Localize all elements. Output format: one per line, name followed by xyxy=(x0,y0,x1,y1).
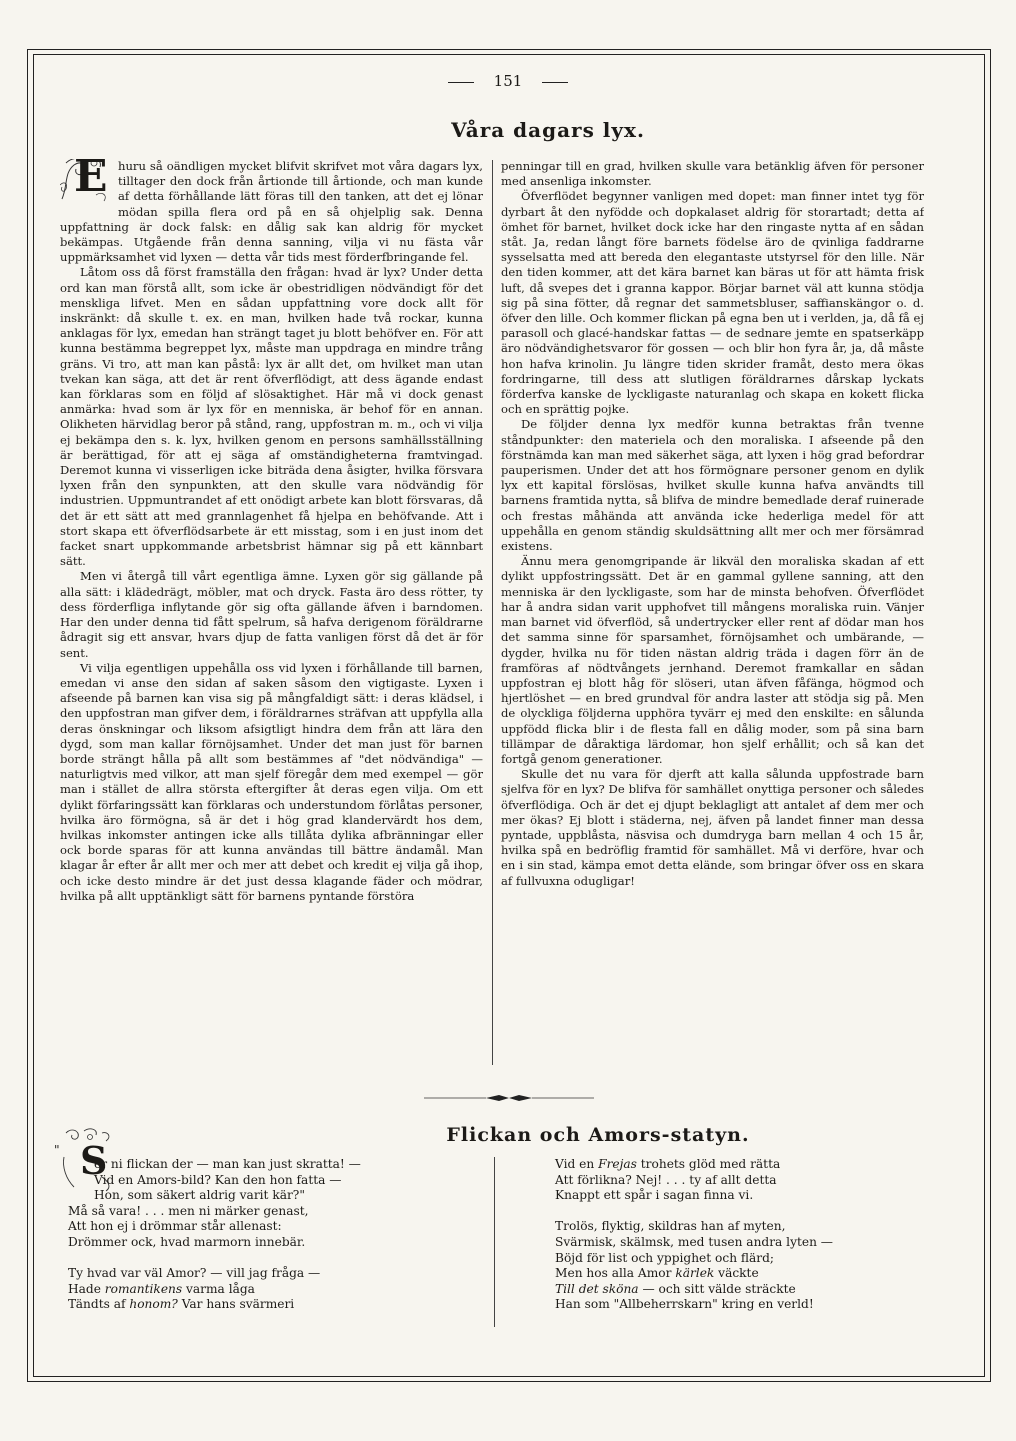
poem-line xyxy=(555,1157,955,1173)
paragraph: penningar till en grad, hvilken skulle vara betänklig äfven för personer med ansenliga inkomster. xyxy=(501,159,924,189)
poem-text: — och sitt välde sträckte xyxy=(638,1281,796,1296)
poem-text: Vid en xyxy=(555,1157,599,1171)
poem-line: Vid en Amors-bild? Kan den hon fatta — xyxy=(94,1172,342,1187)
paragraph: Vi vilja egentligen uppehålla oss vid lyxen i förhållande till barnen, emedan vi anse den sidan af saken såsom den vigtigaste. Lyxen i afseende på barnen kan visa sig på mångfaldigt sätt: i deras klädsel, i den uppfostran man gifver dem, i föräldrarnes sträfvan att uppfylla alla deras önskningar och liksom afsigtligt hindra dem från att lära den dygd, som man kallar förnöjsamhet. Under det man just för barnen borde strängt hålla på allt som bestämmes af "det nödvändiga" — naturligtvis med vilkor, att man sjelf föregår dem med exempel — gör man i stället de allra största eftergifter åt deras egen vilja. Om ett dylikt förfaringssätt kan förklaras och understundom förlåtas personer, hvilka äro förmögna, så är det i hög grad klandervärdt hos dem, hvilkas inkomster antingen icke alls tillåta dylika afbränningar eller ock borde sparas för att kunna användas till bättre ändamål. Man klagar år efter år allt mer och mer att debet och kredit ej vilja gå ihop, och icke desto mindre är det just dessa klagande fäder och mödrar, hvilka på allt upptänkligt sätt för barnens pyntande förstöra xyxy=(60,660,483,903)
paragraph: Skulle det nu vara för djerft att kalla sålunda uppfostrade barn sjelfva för en lyx? De blifva för samhället onyttiga personer och således öfverflödiga. Och är det ej djupt beklagligt att antalet af dem mer och mer ökas? Ej blott i städerna, nej, äfven på landet finner man dessa pyntade, uppblåsta, näsvisa och dumdryga barn mellan 4 och 15 år, hvilka spå en bedröflig framtid för samhället. Må vi derföre, hvar och en i sin stad, kämpa emot detta elände, som bringar öfver oss en skara af fullvuxna odugligar! xyxy=(501,767,924,888)
poem-left-column xyxy=(54,1143,488,1313)
poem-emphasis: Frejas xyxy=(598,1157,637,1171)
poem-line xyxy=(555,1251,955,1267)
poem-emphasis: romantikens xyxy=(104,1281,183,1296)
paragraph: Ännu mera genomgripande är likväl den moraliska skadan af ett dylikt uppfostringssätt. Det är en gammal gyllene sanning, att den menniska är den lyckligaste, som har de minsta behofven. Öfverflödet har å andra sidan varit upphofvet till mångens moraliska ruin. Vänjer man barnet vid öfverflöd, så undertrycker eller rent af dödar man hos det samma sinne för sparsamhet, förnöjsamhet och umbärande, — dygder, hvilka nu för tiden nästan aldrig träda i dagen förr än de framföras af nödtvångets jernhand. Deremot framkallar en sådan uppfostran ej blott håg för slöseri, utan äfven fåfänga, högmod och hjertlöshet — en bred grundval för andra laster att stödja sig på. Men de olyckliga följderna upphöra tyvärr ej med den enskilte: en sålunda uppfödd flicka blir i de flesta fall en dålig moder, som på sina barn tillämpar de dåraktiga lärdomar, hon sjelf erhållit; och så kan det fortgå genom generationer. xyxy=(501,554,924,766)
poem-line: Att hon ej i drömmar står allenast: xyxy=(68,1219,282,1234)
opening-quote: " xyxy=(54,1143,60,1157)
poem-line xyxy=(555,1173,955,1189)
poem-emphasis: Till det sköna xyxy=(555,1281,639,1296)
column-divider xyxy=(492,160,493,1065)
poem-line xyxy=(555,1282,955,1298)
poem-text: Han som "Allbeherrskarn" kring en verld! xyxy=(555,1297,814,1312)
poem-line xyxy=(555,1219,955,1235)
poem-text: Böjd för list och yppighet och flärd; xyxy=(555,1250,775,1265)
paragraph: Låtom oss då först framställa den frågan: hvad är lyx? Under detta ord kan man förstå allt, som icke är obestridligen nödvändigt för det menskliga lifvet. Men en sådan uppfattning vore dock allt för inskränkt: då skulle t. ex. en man, hvilken hade två rockar, kunna anklagas för lyx, emedan han strängt taget ju blott behöfver en. För att kunna bestämma begreppet lyx, måste man uppdraga en mindre trång gräns. Vi tro, att man kan påstå: lyx är allt det, om hvilket man utan tvekan kan säga, att det är rent öfverflödigt, att dess ägande endast kan förklaras som en följd af slösaktighet. Här må vi dock genast anmärka: hvad som är lyx för en menniska, är behof för en annan. Olikheten härvidlag beror på stånd, rang, uppfostran m. m., och vi vilja ej bekämpa den s. k. lyx, hvilken genom en persons samhällsställning är berättigad, för att ej säga af omständigheterna framtvingad. Deremot kunna vi visserligen icke biträda dena åsigter, hvilka försvara lyxen från den synpunkten, att den skulle vara nödvändig för industrien. Uppmuntrandet af ett onödigt arbete kan blott försvaras, då det är ett sätt att med grannlagenhet få hjelpa en behöfvande. Att i stort skapa ett öfverflödsarbete är ett misstag, som i en just inom det facket snart uppkommande arbetsbrist hämnar sig på ett kännbart sätt. xyxy=(60,265,483,569)
section-separator-icon xyxy=(424,1093,594,1103)
poem-column-divider xyxy=(494,1157,495,1327)
poem-line xyxy=(555,1266,955,1282)
poem-right-column xyxy=(555,1157,955,1313)
page-number xyxy=(0,72,1016,90)
article1-right-column xyxy=(501,159,924,1083)
dropcap-letter: E xyxy=(74,159,108,202)
poem-line xyxy=(555,1188,955,1204)
poem-line: Hon, som säkert aldrig varit kär?" xyxy=(94,1188,305,1203)
poem-line: er ni flickan der — man kan just skratta! — xyxy=(94,1157,361,1171)
paragraph: Öfverflödet begynner vanligen med dopet: man finner intet tyg för dyrbart åt den nyfödde och dopkalaset aldrig för storartadt; detta af ömhet för barnet, hvilket dock icke har den ringaste nytta af en sådan ståt. Ja, redan långt före barnets födelse äro de qvinliga faddrarne sysselsatta med att bereda den elegantaste utstyrsel för den lille. När den tiden kommer, att det kära barnet kan bäras ut för att hämta frisk luft, då svepes det i granna kappor. Börjar barnet väl att kunna stödja sig på sina fötter, då regnar det sammetsbluser, saffianskängor o. d. öfver den lille. Och kommer flickan på egna ben ut i verlden, ja, då få ej parasoll och glacé-handskar fattas — de sednare jemte en spatserkäpp äro nödvändighetsvaror för gossen — och blir hon fyra år, ja, då måste hon hafva krinolin. Ju längre tiden skrider framåt, desto mera ökas fordringarne, till dess att slutligen föräldrarnes dårskap lyckats förderfva kanske de lyckligaste naturanlag och skapa en kokett flicka och en sprättig pojke. xyxy=(501,189,924,417)
article-title-flickan-och-amors-statyn: Flickan och Amors-statyn. xyxy=(446,1124,750,1146)
poem-line xyxy=(68,1297,488,1313)
poem-line: Må så vara! . . . men ni märker genast, xyxy=(68,1203,309,1218)
poem-dropcap-letter: S xyxy=(80,1138,108,1183)
poem-text: väckte xyxy=(714,1266,759,1281)
poem-line xyxy=(68,1266,488,1282)
page-number-text: 151 xyxy=(493,72,523,90)
poem-emphasis: honom? xyxy=(129,1297,178,1312)
poem-text: Var hans svärmeri xyxy=(177,1297,295,1312)
poem-text: Hade xyxy=(68,1281,105,1296)
poem-emphasis: kärlek xyxy=(675,1266,715,1281)
poem-text: Men hos alla Amor xyxy=(555,1266,676,1281)
poem-text: Trolös, flyktig, skildras han af myten, xyxy=(555,1219,786,1234)
dropcap-ornament xyxy=(60,159,114,205)
poem-text: Tändts af xyxy=(68,1297,130,1312)
poem-line xyxy=(555,1297,955,1313)
poem-text: Knappt ett spår i sagan finna vi. xyxy=(555,1188,754,1203)
paragraph: Men vi återgå till vårt egentliga ämne. Lyxen gör sig gällande på alla sätt: i klädedrägt, möbler, mat och dryck. Fasta äro dess rötter, ty dess förderfliga inflytande gör sig ofta gällande äfven i barndomen. Har den under denna tid fått spelrum, så hafva derigenom föräldrarne ådragit sig ett ansvar, hvars djup de fatta vanligen först då det är för sent. xyxy=(60,569,483,660)
poem-text: Svärmisk, skälmsk, med tusen andra lyten — xyxy=(555,1234,833,1249)
paragraph: huru så oändligen mycket blifvit skrifvet mot våra dagars lyx, tilltager den dock från årtionde till årtionde, och man kunde af detta förhållande lätt föras till den tanken, att det ej lönar mödan spilla flera ord på en så ohjelplig sak. Denna uppfattning är dock falsk: en dålig sak kan aldrig för mycket bekämpas. Utgående från denna sanning, vilja vi nu fästa vår uppmärksamhet vid lyxen — detta vår tids mest förderfbringande fel. xyxy=(60,159,483,265)
poem-line xyxy=(68,1282,488,1298)
article-title-vara-dagars-lyx: Våra dagars lyx. xyxy=(451,118,645,142)
poem-text: trohets glöd med rätta xyxy=(636,1157,781,1171)
paragraph: De följder denna lyx medför kunna betraktas från tvenne ståndpunkter: den materiela och den moraliska. I afseende på den förstnämda kan man med säkerhet säga, att lyxen i hög grad befordrar pauperismen. Under det att hos förmögnare personer genom en dylik lyx ett kapital förslösas, hvilket skulle kunna hafva användts till barnens framtida nytta, så blifva de mindre bemedlade deraf ruinerade och frestas måhända att använda icke hederliga medel för att uppehålla en genom ständig skuldsättning allt mer och mer försämrad existens. xyxy=(501,417,924,554)
poem-text: varma låga xyxy=(182,1281,255,1296)
poem-line: Drömmer ock, hvad marmorn innebär. xyxy=(68,1234,306,1249)
article1-left-column xyxy=(60,159,483,1055)
poem-text: Ty hvad var väl Amor? — vill jag fråga — xyxy=(68,1266,321,1281)
poem-line xyxy=(555,1235,955,1251)
poem-text: Att förlikna? Nej! . . . ty af allt detta xyxy=(555,1172,777,1187)
